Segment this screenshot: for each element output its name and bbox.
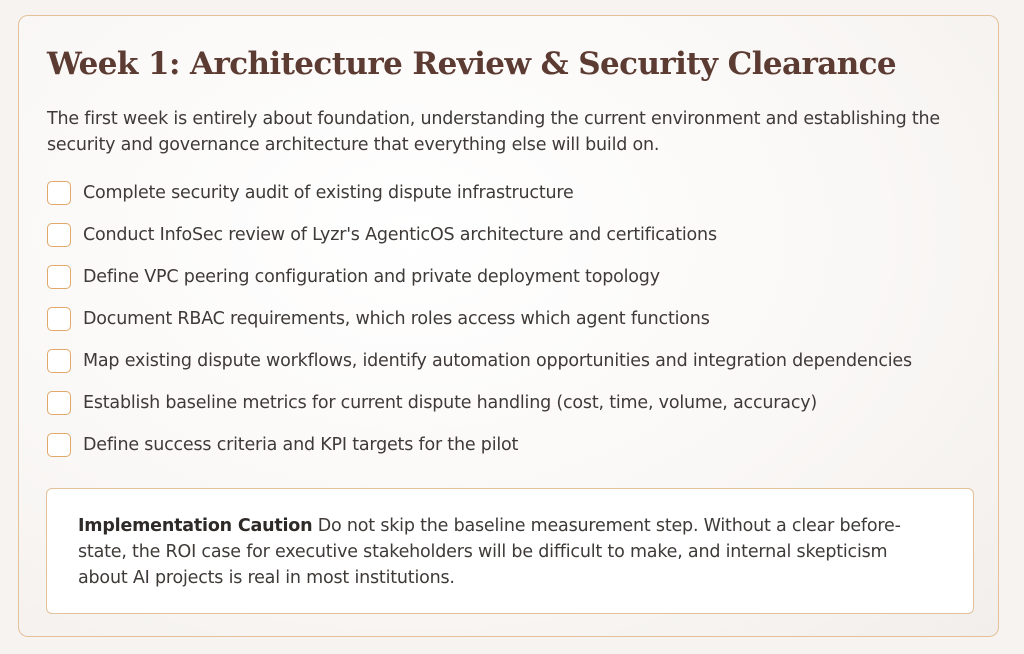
checklist-item[interactable] [47,347,912,375]
checklist-item[interactable] [47,179,912,207]
checkbox[interactable] [47,181,71,205]
checklist-item[interactable] [47,263,912,291]
week-card [18,15,999,637]
checklist-item-label: Conduct InfoSec review of Lyzr's AgenticOS architecture and certifications [83,225,717,245]
caution-body: Do not skip the baseline measurement step. Without a clear before-state, the ROI case for executive stakeholders will be difficult to make, and internal skepticism about AI projects is real in most institutions. [78,516,901,588]
caution-callout [46,488,974,614]
checklist-item[interactable] [47,431,912,459]
checklist-item-label: Establish baseline metrics for current dispute handling (cost, time, volume, accuracy) [83,393,818,413]
checkbox[interactable] [47,349,71,373]
checklist-item-label: Define success criteria and KPI targets for the pilot [83,435,519,455]
checklist-item-label: Define VPC peering configuration and private deployment topology [83,267,660,287]
task-checklist [47,179,912,473]
checkbox[interactable] [47,433,71,457]
caution-text [78,513,942,591]
checkbox[interactable] [47,265,71,289]
checklist-item[interactable] [47,305,912,333]
checklist-item-label: Document RBAC requirements, which roles access which agent functions [83,309,710,329]
checklist-item[interactable] [47,389,912,417]
checkbox[interactable] [47,391,71,415]
section-title: Week 1: Architecture Review & Security Clearance [47,46,897,82]
checkbox[interactable] [47,307,71,331]
checklist-item-label: Map existing dispute workflows, identify automation opportunities and integration dependencies [83,351,912,371]
checklist-item-label: Complete security audit of existing dispute infrastructure [83,183,574,203]
checklist-item[interactable] [47,221,912,249]
checkbox[interactable] [47,223,71,247]
section-intro: The first week is entirely about foundation, understanding the current environment and establishing the security and governance architecture that everything else will build on. [47,109,940,155]
caution-title: Implementation Caution [78,516,313,536]
